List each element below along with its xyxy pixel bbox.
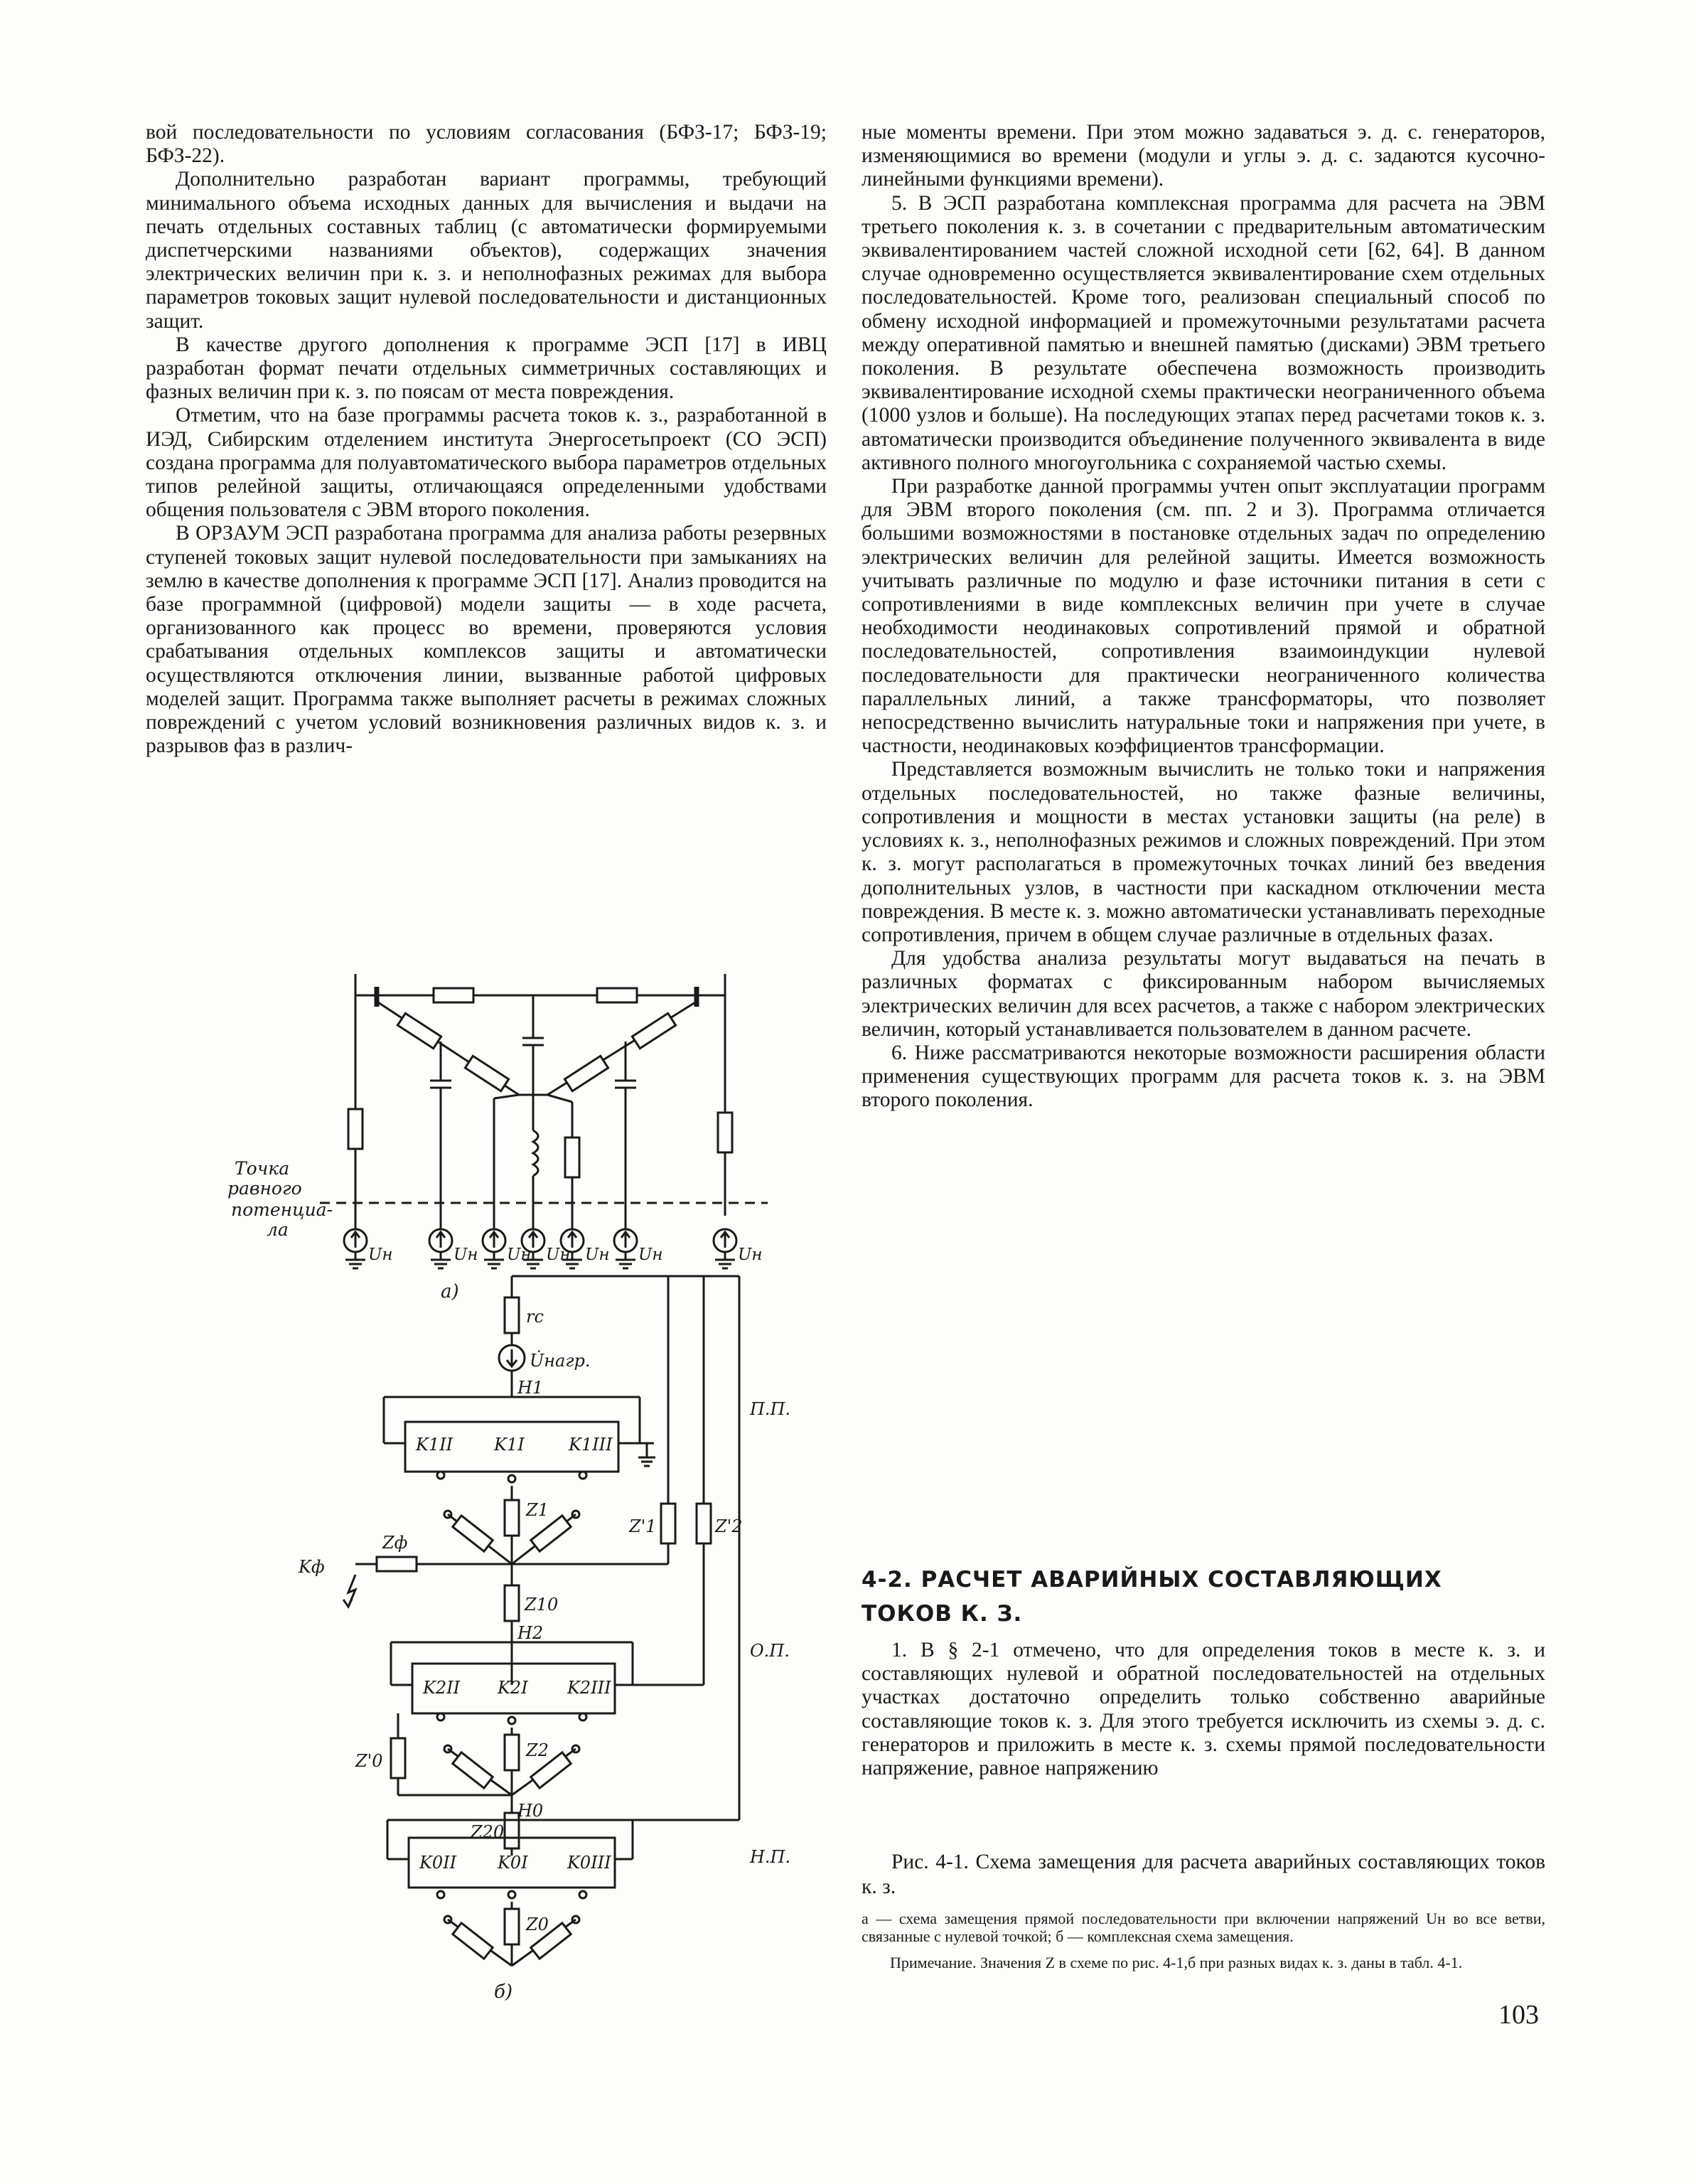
k1-2-label: K1II — [416, 1435, 453, 1455]
figure-caption: Рис. 4-1. Схема замещения для расчета аварийных составляющих токов к. з. — [862, 1851, 1545, 1898]
source-voltage-label: Uн — [585, 1246, 610, 1264]
paragraph: При разработке данной программы учтен опыт эксплуатации программ для ЭВМ второго поколения (см. пп. 2 и 3). Программа отличается большими возможностями в постановке отдельных задач по определению электрических величин для релейной защиты. Имеется возможность учитывать различные по модулю и фазе источники питания в сети с сопротивлениями в виде комплексных величин при учете в случае необходимости неодинаковых сопротивлений прямой и обратной последовательностей, сопротивления взаимоиндукции нулевой последовательности для практически неограниченного количества параллельных линий, а также трансформаторы, что позволяет непосредственно вычислить натуральные токи и напряжения при учете, в частности, неодинаковых коэффициентов трансформации. — [862, 475, 1545, 758]
k0-2-label: K0II — [419, 1853, 457, 1873]
section-heading-line-2: ТОКОВ К. З. — [862, 1601, 1023, 1627]
source-voltage-label: Uн — [638, 1246, 663, 1264]
point-label-line-4: ла — [267, 1219, 289, 1240]
load-voltage-label: U̇нагр. — [530, 1351, 591, 1371]
z0-label: Z0 — [526, 1915, 549, 1934]
equipotential-label — [227, 1158, 333, 1240]
figure-legend: а — схема замещения прямой последовательности при включении напряжений Uн во все ветви, связанные с нулевой точкой; б — комплексная схема замещения. — [862, 1910, 1545, 1945]
k2-2-label: K2II — [423, 1678, 461, 1698]
right-text-column — [862, 121, 1545, 1113]
k2-1-label: K2I — [498, 1678, 528, 1698]
circuit-b-labels — [298, 1307, 790, 2003]
k1-3-label: K1III — [569, 1435, 613, 1455]
z2-prime-label: Z'2 — [715, 1516, 743, 1536]
point-label-line-2: равного — [227, 1178, 302, 1199]
paragraph: 6. Ниже рассматриваются некоторые возможности расширения области применения существующих программ для расчета токов к. з. на ЭВМ второго поколения. — [862, 1041, 1545, 1112]
h0-label: H0 — [517, 1801, 544, 1821]
zf-label: Zф — [382, 1533, 408, 1553]
np-label: Н.П. — [750, 1847, 791, 1867]
z10-label: Z10 — [525, 1595, 559, 1615]
source-voltage-label: Uн — [546, 1246, 571, 1264]
section-body — [862, 1639, 1545, 1780]
k2-3-label: K2III — [567, 1678, 611, 1698]
figure-caption-block — [862, 1850, 1545, 1971]
op-label: О.П. — [750, 1641, 790, 1661]
source-voltage-labels — [368, 1246, 763, 1264]
source-voltage-label: Uн — [738, 1246, 763, 1264]
rc-label: rс — [526, 1307, 544, 1327]
paragraph: В качестве другого дополнения к программе ЭСП [17] в ИВЦ разработан формат печати отдельных симметричных составляющих и фазных величин при к. з. по поясам от места повреждения. — [146, 333, 827, 404]
paragraph: 5. В ЭСП разработана комплексная программа для расчета на ЭВМ третьего поколения к. з. в сочетании с предварительным автоматическим эквивалентированием частей сложной исходной сети [62, 64]. В данном случае одновременно осуществляется эквивалентирование схем отдельных последовательностей. Кроме того, реализован специальный способ по обмену исходной информацией и промежуточными результатами расчета между оперативной памятью и внешней памятью (дисками) ЭВМ третьего поколения. В результате обеспечена возможность производить эквивалентирование исходной схемы практически неограниченного объема (1000 узлов и больше). На последующих этапах перед расчетами токов к. з. автоматически производится объединение полученного эквивалента в виде активного полного многоугольника с сохраняемой частью схемы. — [862, 191, 1545, 474]
paragraph: Отметим, что на базе программы расчета токов к. з., разработанной в ИЭД, Сибирским отделением института Энергосетьпроект (СО ЭСП) создана программа для полуавтоматического выбора параметров отдельных типов релейной защиты, отличающаяся определенными удобствами общения пользователя с ЭВМ второго поколения. — [146, 404, 827, 522]
circuit-figure — [213, 974, 796, 2005]
point-label-line-3: потенциа- — [231, 1199, 333, 1220]
k0-1-label: K0I — [498, 1853, 528, 1873]
figure-note: Примечание. Значения Z в схеме по рис. 4-1,б при разных видах к. з. даны в табл. 4-1. — [890, 1954, 1463, 1971]
z2-label: Z2 — [526, 1740, 549, 1760]
paragraph: ные моменты времени. При этом можно задаваться э. д. с. генераторов, изменяющимися во времени (модули и углы э. д. с. задаются кусочно-линейными функциями времени). — [862, 121, 1545, 191]
left-text-column — [146, 121, 827, 758]
section-heading — [862, 1563, 1501, 1631]
paragraph: В ОРЗАУМ ЭСП разработана программа для анализа работы резервных ступеней токовых защит нулевой последовательности при замыканиях на землю в качестве дополнения к программе ЭСП [17]. Анализ проводится на базе программной (цифровой) модели защиты — в ходе расчета, организованного как процесс во времени, проверяются условия срабатывания отдельных комплексов защиты и автоматически осуществляются отключения линии, вызванные работой цифровых моделей защит. Программа также выполняет расчеты в режимах сложных повреждений с учетом условий возникновения различных видов к. з. и разрывов фаз в различ- — [146, 522, 827, 758]
section-paragraph: 1. В § 2-1 отмечено, что для определения токов в месте к. з. и составляющих нулевой и обратной последовательностей на отдельных участках достаточно определить только собственно аварийные составляющие токов к. з. Для этого требуется исключить из схемы э. д. с. генераторов и приложить в месте к. з. схемы прямой последовательности напряжение, равное напряжению — [862, 1639, 1545, 1780]
paragraph: Дополнительно разработан вариант программы, требующий минимального объема исходных данных для вычисления и выдачи на печать отдельных составных таблиц (с автоматически формируемыми диспетчерскими названиями объектов), содержащих значения электрических величин при к. з. и неполнофазных режимах для выбора параметров токовых защит нулевой последовательности и дистанционных защит. — [146, 168, 827, 333]
z0-prime-label: Z'0 — [355, 1751, 383, 1771]
source-voltage-label: Uн — [453, 1246, 478, 1264]
source-voltage-label: Uн — [507, 1246, 532, 1264]
kf-label: Kф — [299, 1557, 325, 1577]
z20-label: Z20 — [471, 1822, 505, 1842]
h2-label: H2 — [517, 1623, 544, 1643]
h1-label: H1 — [517, 1378, 544, 1398]
z1-label: Z1 — [526, 1500, 549, 1520]
subfigure-a-label: а) — [441, 1281, 459, 1302]
section-heading-line-1: 4-2. РАСЧЕТ АВАРИЙНЫХ СОСТАВЛЯЮЩИХ — [862, 1567, 1442, 1592]
z1-prime-label: Z'1 — [629, 1516, 657, 1536]
subfigure-b-label: б) — [494, 1981, 513, 2003]
paragraph: Представляется возможным вычислить не только токи и напряжения отдельных последовательностей, но также фазные величины, сопротивления и мощности в местах установки защиты (на реле) в условиях к. з., неполнофазных режимов и сложных повреждений. При этом к. з. могут располагаться в промежуточных точках линий без введения дополнительных узлов, в частности при каскадном отключении места повреждения. В месте к. з. можно автоматически устанавливать переходные сопротивления, причем в общем случае различные в отдельных фазах. — [862, 758, 1545, 946]
paragraph: Для удобства анализа результаты могут выдаваться на печать в различных форматах с фиксированным набором вычисляемых электрических величин для всех расчетов, а также с набором электрических величин, который устанавливается пользователем в данном расчете. — [862, 947, 1545, 1041]
pp-label: П.П. — [750, 1399, 791, 1419]
page-number: 103 — [1498, 2000, 1539, 2030]
k1-1-label: K1I — [494, 1435, 525, 1455]
paragraph: вой последовательности по условиям согласования (БФЗ-17; БФЗ-19; БФЗ-22). — [146, 121, 827, 168]
point-label-line-1: Точка — [235, 1158, 290, 1179]
k0-3-label: K0III — [567, 1853, 611, 1873]
source-voltage-label: Uн — [368, 1246, 393, 1264]
